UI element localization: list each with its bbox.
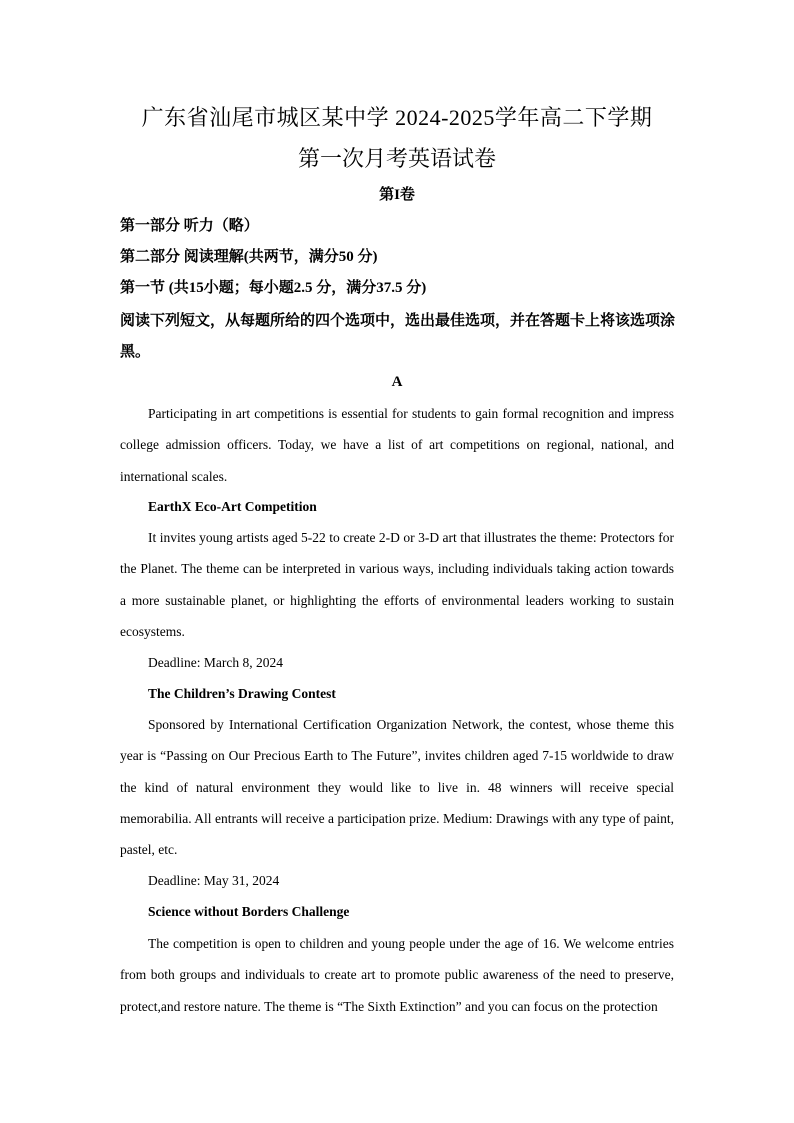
competition-body: The competition is open to children and young people under the age of 16. We welcome entries from both groups and individuals to create art to promote public awareness of the need to preserve, protect,and restore nature. The theme is “The Sixth Extinction” and you can focus on the protection bbox=[120, 936, 674, 1014]
reading-instructions: 阅读下列短文，从每题所给的四个选项中，选出最佳选项，并在答题卡上将该选项涂黑。 bbox=[120, 313, 676, 360]
section1-heading: 第一节 (共15小题；每小题2.5 分，满分37.5 分) bbox=[120, 280, 427, 296]
exam-title-line2: 第一次月考英语试卷 bbox=[297, 146, 496, 171]
competition-deadline: Deadline: May 31, 2024 bbox=[148, 873, 280, 888]
competition-heading: Science without Borders Challenge bbox=[148, 904, 350, 919]
competition-deadline: Deadline: March 8, 2024 bbox=[148, 655, 283, 670]
passage-letter: A bbox=[391, 374, 403, 390]
volume-label: 第I卷 bbox=[379, 187, 415, 203]
competition-heading: The Children’s Drawing Contest bbox=[148, 686, 336, 701]
competition-body: It invites young artists aged 5-22 to create 2-D or 3-D art that illustrates the theme: Protectors for the Planet. The theme can be interpreted in various ways, including individuals taking action towards a more sustainable planet, or highlighting the efforts of environmental leaders working to sustain ecosystems. bbox=[120, 530, 674, 639]
competition-body: Sponsored by International Certification Organization Network, the contest, whose theme this year is “Passing on Our Precious Earth to The Future”, invites children aged 7-15 worldwide to draw the kind of natural environment they would like to live in. 48 winners will receive special memorabilia. All entrants will receive a participation prize. Medium: Drawings with any type of paint, pastel, etc. bbox=[120, 717, 674, 858]
part2-heading: 第二部分 阅读理解(共两节，满分50 分) bbox=[120, 249, 378, 265]
exam-title-line1: 广东省汕尾市城区某中学 2024-2025学年高二下学期 bbox=[141, 105, 653, 130]
part1-heading: 第一部分 听力（略） bbox=[120, 218, 259, 234]
passage-intro: Participating in art competitions is essential for students to gain formal recognition and impress college admission officers. Today, we have a list of art competitions on regional, national, and international scales. bbox=[120, 406, 674, 484]
competition-heading: EarthX Eco-Art Competition bbox=[148, 499, 317, 514]
